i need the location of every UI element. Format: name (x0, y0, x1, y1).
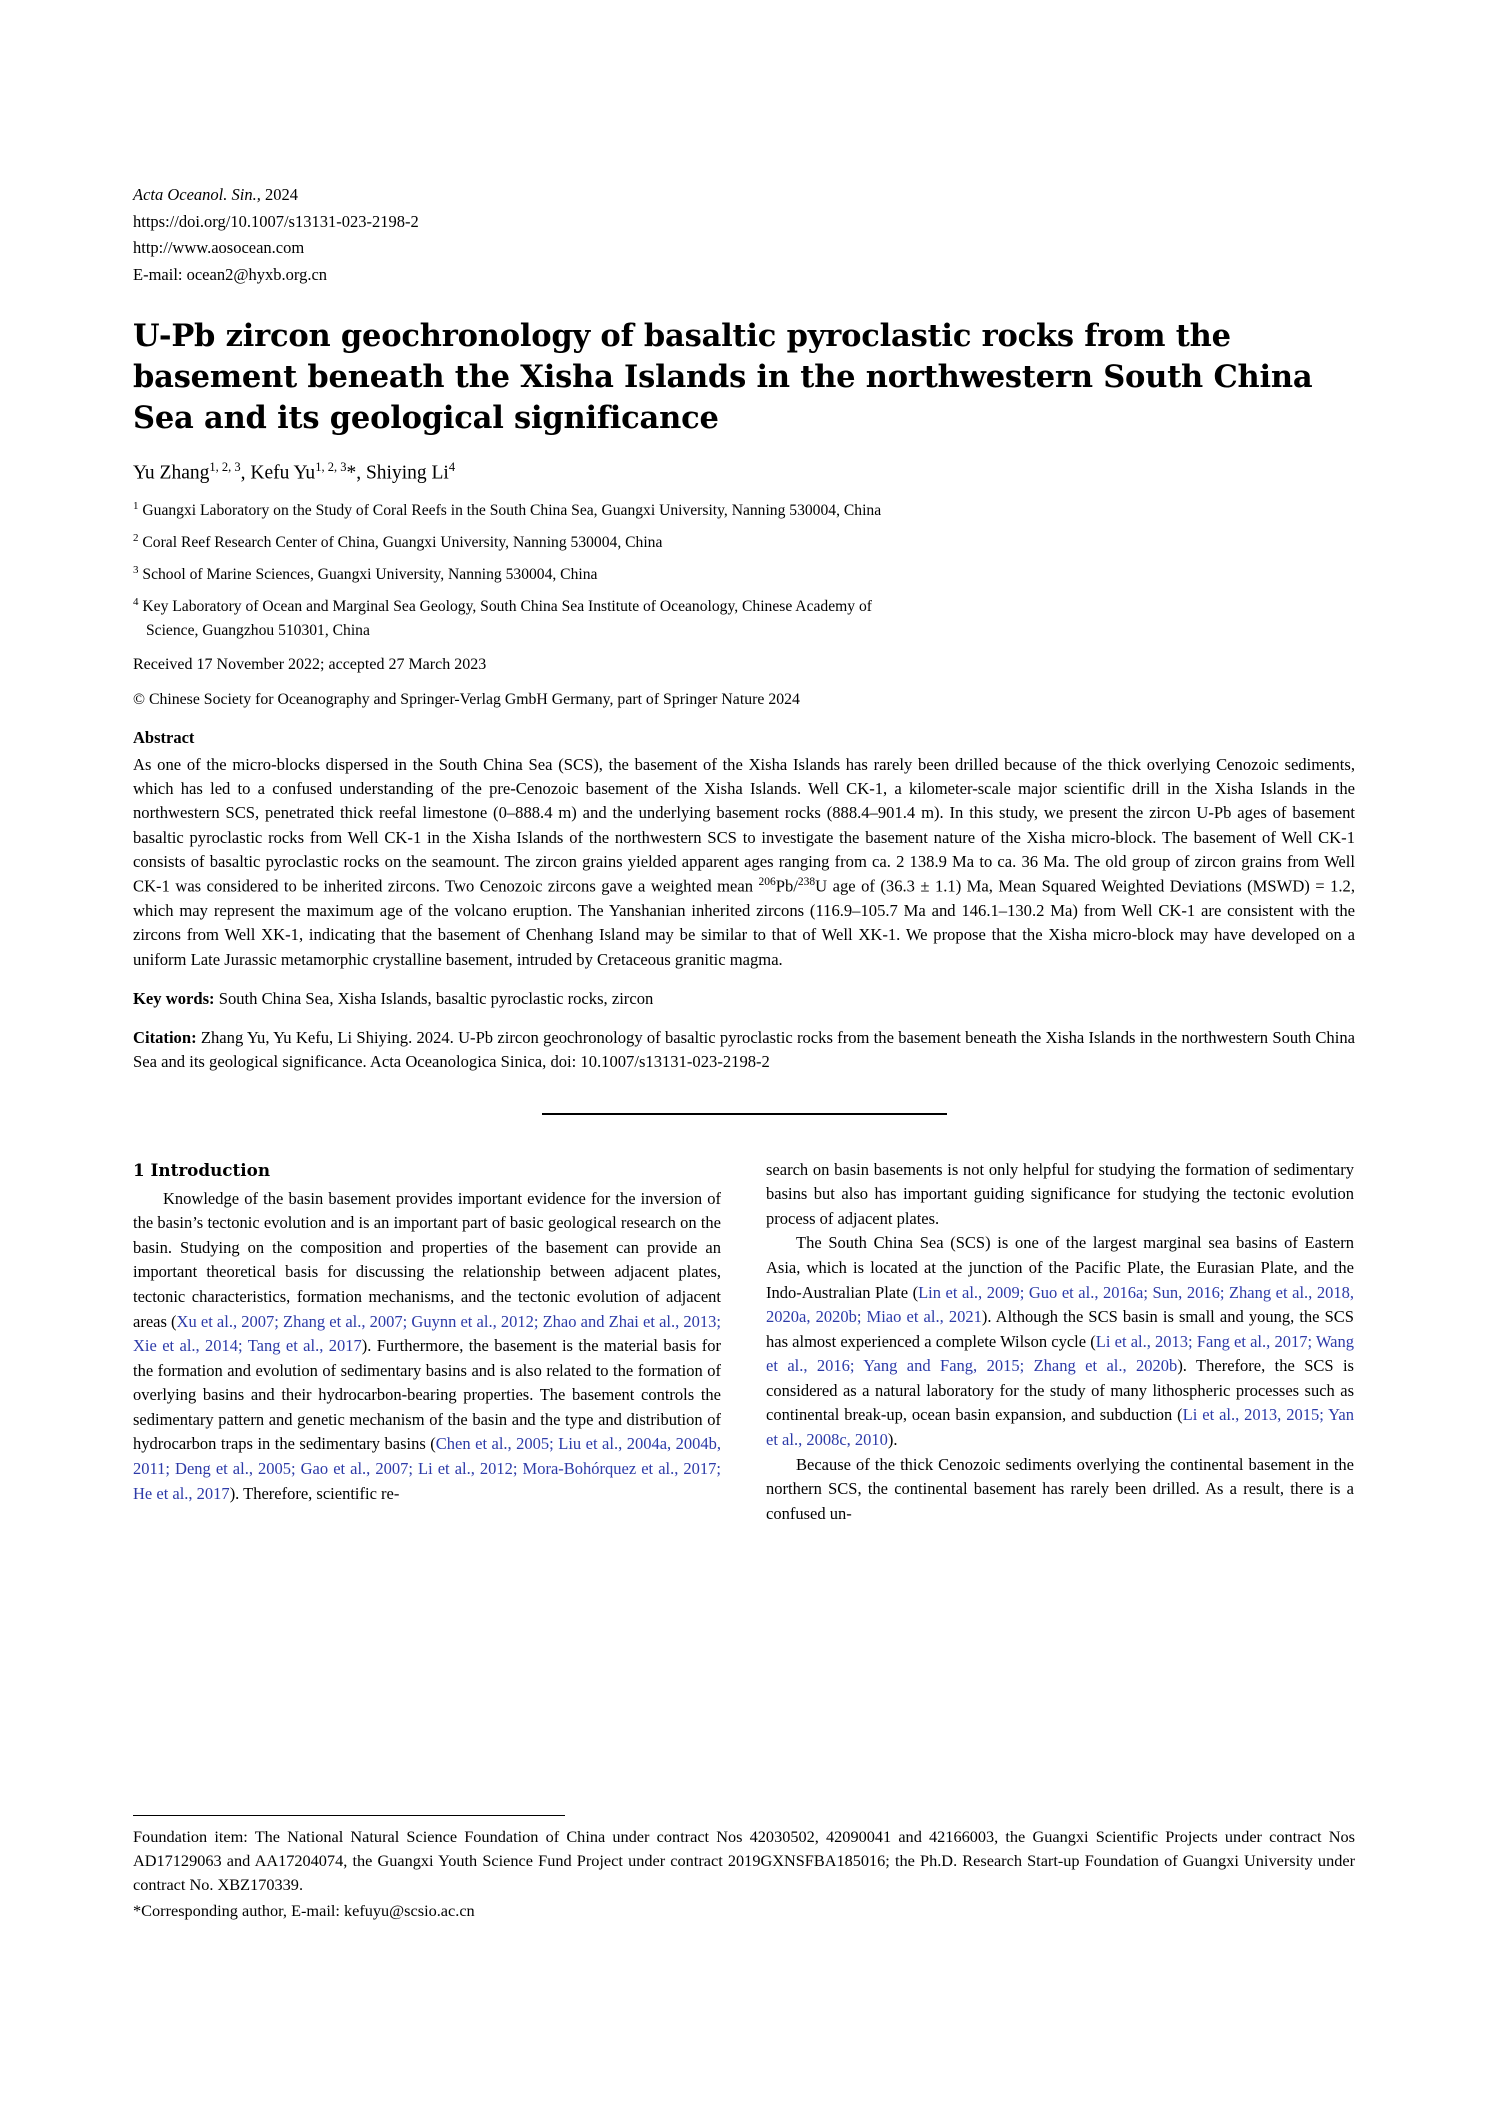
copyright-line: © Chinese Society for Oceanography and Springer-Verlag GmbH Germany, part of Springer Nature 2024 (133, 690, 800, 708)
affiliation-item (133, 562, 1355, 586)
author-3-affiliation-marker: 4 (448, 459, 456, 474)
affiliation-text: Guangxi Laboratory on the Study of Coral Reefs in the South China Sea, Guangxi University, Nanning 530004, China (142, 501, 882, 519)
journal-website[interactable]: http://www.aosocean.com (133, 238, 305, 258)
footnote-area (133, 1815, 1355, 1923)
column-right (766, 1158, 1354, 1527)
abstract-part-3: U age of (36.3 ± 1.1) Ma, Mean Squared Weighted Deviations (MSWD) = 1.2, which may represent the maximum age of the volcano eruption. The Yanshanian inherited zircons (116.9–105.7 Ma and 146.1–130.2 Ma) from Well CK-1 are consistent with the zircons from Well XK-1, indicating that the basement of Chenhang Island may be similar to that of Well XK-1. We propose that the Xisha micro-block may have developed on a uniform Late Jurassic metamorphic crystalline basement, intruded by Cretaceous granitic magma. (133, 876, 1355, 969)
keywords-label: Key words: (133, 989, 215, 1009)
affiliation-item (133, 594, 1355, 641)
citation-line (133, 1026, 1355, 1074)
body-columns (133, 1158, 1355, 1527)
citation-references-5[interactable]: Li et al., 2013, 2015; Yan et al., 2008c, 2010 (766, 1405, 1354, 1450)
scs-text-c: ). Therefore, the SCS is considered as a natural laboratory for the study of many lithospheric processes such as continental break-up, ocean basin expansion, and subduction ( (766, 1356, 1354, 1425)
section-heading-introduction: 1 Introduction (133, 1159, 271, 1180)
scs-text-a: The South China Sea (SCS) is one of the largest marginal sea basins of Eastern Asia, which is located at the junction of the Pacific Plate, the Eurasian Plate, and the Indo-Australian Plate ( (766, 1233, 1354, 1302)
affiliation-item (133, 530, 1355, 554)
abstract-text (133, 753, 1355, 972)
journal-name-line (133, 182, 1355, 209)
corresponding-author-note[interactable]: *Corresponding author, E-mail: kefuyu@scsio.ac.cn (133, 1900, 475, 1920)
affiliation-marker: 3 (133, 564, 139, 577)
author-list (133, 459, 1355, 487)
author-2-corresponding-marker: * (346, 462, 357, 484)
affiliation-item (133, 498, 1355, 522)
citation-references-1[interactable]: Xu et al., 2007; Zhang et al., 2007; Guynn et al., 2012; Zhao and Zhai et al., 2013; Xie et al., 2014; Tang et al., 2017 (133, 1311, 721, 1356)
author-2-affiliation-marker: 1, 2, 3 (315, 459, 347, 474)
abstract-part-1: As one of the micro-blocks dispersed in the South China Sea (SCS), the basement of the Xisha Islands has rarely been drilled because of the thick overlying Cenozoic sediments, which has led to a confused understanding of the pre-Cenozoic basement of the Xisha Islands. Well CK-1, a kilometer-scale major scientific drill in the Xisha Islands in the northwestern SCS, penetrated thick reefal limestone (0–888.4 m) and the underlying basement rocks (888.4–901.4 m). In this study, we present the zircon U-Pb ages of basement basaltic pyroclastic rocks from Well CK-1 in the Xisha Islands of the northwestern SCS to investigate the basement nature of the Xisha micro-block. The basement of Well CK-1 consists of basaltic pyroclastic rocks on the seamount. The zircon grains yielded apparent ages ranging from ca. 2 138.9 Ma to ca. 36 Ma. The old group of zircon grains from Well CK-1 was considered to be inherited zircons. Two Cenozoic zircons gave a weighted mean (133, 754, 1355, 896)
affiliation-marker: 4 (133, 596, 139, 609)
abstract-heading: Abstract (133, 727, 195, 747)
keywords-line (133, 987, 1355, 1011)
affiliation-marker: 2 (133, 531, 139, 544)
affiliation-marker: 1 (133, 499, 139, 512)
citation-references-3[interactable]: Lin et al., 2009; Guo et al., 2016a; Sun, 2016; Zhang et al., 2018, 2020a, 2020b; Miao et al., 2021 (766, 1282, 1354, 1327)
paper-content (133, 182, 1355, 1526)
paragraph-intro-1-continued: search on basin basements is not only helpful for studying the formation of sedimentary basins but also has important guiding significance for studying the tectonic evolution process of adjacent plates. (766, 1159, 1354, 1228)
scs-text-b: ). Although the SCS basin is small and young, the SCS has almost experienced a complete Wilson cycle ( (766, 1307, 1354, 1351)
citation-label: Citation: (133, 1028, 197, 1048)
journal-name: Acta Oceanol. Sin., (133, 185, 261, 204)
paragraph-intro-3: Because of the thick Cenozoic sediments overlying the continental basement in the northern SCS, the continental basement has rarely been drilled. As a result, there is a confused un- (766, 1454, 1354, 1523)
journal-year: 2024 (260, 185, 298, 204)
intro-text-b: ). Furthermore, the basement is the material basis for the formation and evolution of sedimentary basins and is also related to the formation of overlying basins and their hydrocarbon-bearing properties. The basement controls the sedimentary pattern and genetic mechanism of the basin and the type and distribution of hydrocarbon traps in the sedimentary basins ( (133, 1336, 721, 1454)
column-left (133, 1158, 721, 1527)
author-1-affiliation-marker: 1, 2, 3 (209, 459, 241, 474)
affiliation-list (133, 498, 1355, 642)
citation-text: Zhang Yu, Yu Kefu, Li Shiying. 2024. U-Pb zircon geochronology of basaltic pyroclastic rocks from the basement beneath the Xisha Islands in the northwestern South China Sea and its geological significance. Acta Oceanologica Sinica, doi: 10.1007/s13131-023-2198-2 (133, 1028, 1355, 1072)
author-2-name: , Kefu Yu (240, 462, 316, 484)
section-divider (542, 1113, 947, 1115)
received-dates: Received 17 November 2022; accepted 27 March 2023 (133, 655, 487, 673)
scs-text-d: ). (887, 1430, 898, 1450)
paragraph-intro-2 (766, 1231, 1354, 1452)
affiliation-text: Key Laboratory of Ocean and Marginal Sea Geology, South China Sea Institute of Oceanology, Chinese Academy of (142, 598, 872, 616)
paragraph-intro-1 (133, 1187, 721, 1507)
abstract-isotope-206: 206 (758, 876, 776, 889)
citation-references-2[interactable]: Chen et al., 2005; Liu et al., 2004a, 2004b, 2011; Deng et al., 2005; Gao et al., 2007; Li et al., 2012; Mora-Bohórquez et al., 2017; He et al., 2017 (133, 1434, 722, 1503)
intro-text-a: Knowledge of the basin basement provides important evidence for the inversion of the basin’s tectonic evolution and is an important part of basic geological research on the basin. Studying on the composition and properties of the basement can provide an important theoretical basis for discussing the relationship between adjacent plates, tectonic characteristics, formation mechanisms, and the tectonic evolution of adjacent areas ( (133, 1188, 721, 1331)
author-1-name: Yu Zhang (133, 462, 210, 484)
footnote-divider (133, 1815, 565, 1816)
foundation-item-note: Foundation item: The National Natural Science Foundation of China under contract Nos 42030502, 42090041 and 42166003, the Guangxi Scientific Projects under contract Nos AD17129063 and AA17204074, the Guangxi Youth Science Fund Project under contract 2019GXNSFBA185016; the Ph.D. Research Start-up Foundation of Guangxi University under contract No. XBZ170339. (133, 1827, 1355, 1894)
citation-references-4[interactable]: Li et al., 2013; Fang et al., 2017; Wang et al., 2016; Yang and Fang, 2015; Zhang et al., 2020b (766, 1331, 1354, 1376)
journal-doi[interactable]: https://doi.org/10.1007/s13131-023-2198-2 (133, 211, 419, 231)
abstract-part-2: Pb/ (775, 876, 798, 896)
abstract-isotope-238: 238 (797, 876, 816, 889)
journal-header (133, 182, 1355, 289)
journal-email[interactable]: E-mail: ocean2@hyxb.org.cn (133, 265, 328, 285)
page-title: U-Pb zircon geochronology of basaltic pyroclastic rocks from the basement beneath the Xisha Islands in the northwestern South China Sea and its geological significance (133, 317, 1313, 436)
affiliation-text: School of Marine Sciences, Guangxi University, Nanning 530004, China (142, 566, 598, 584)
author-3-name: , Shiying Li (356, 462, 449, 484)
keywords-text: South China Sea, Xisha Islands, basaltic pyroclastic rocks, zircon (214, 989, 654, 1009)
intro-text-c: ). Therefore, scientific re- (229, 1483, 400, 1503)
affiliation-text: Coral Reef Research Center of China, Guangxi University, Nanning 530004, China (142, 534, 663, 552)
affiliation-text-continued: Science, Guangzhou 510301, China (146, 621, 370, 639)
